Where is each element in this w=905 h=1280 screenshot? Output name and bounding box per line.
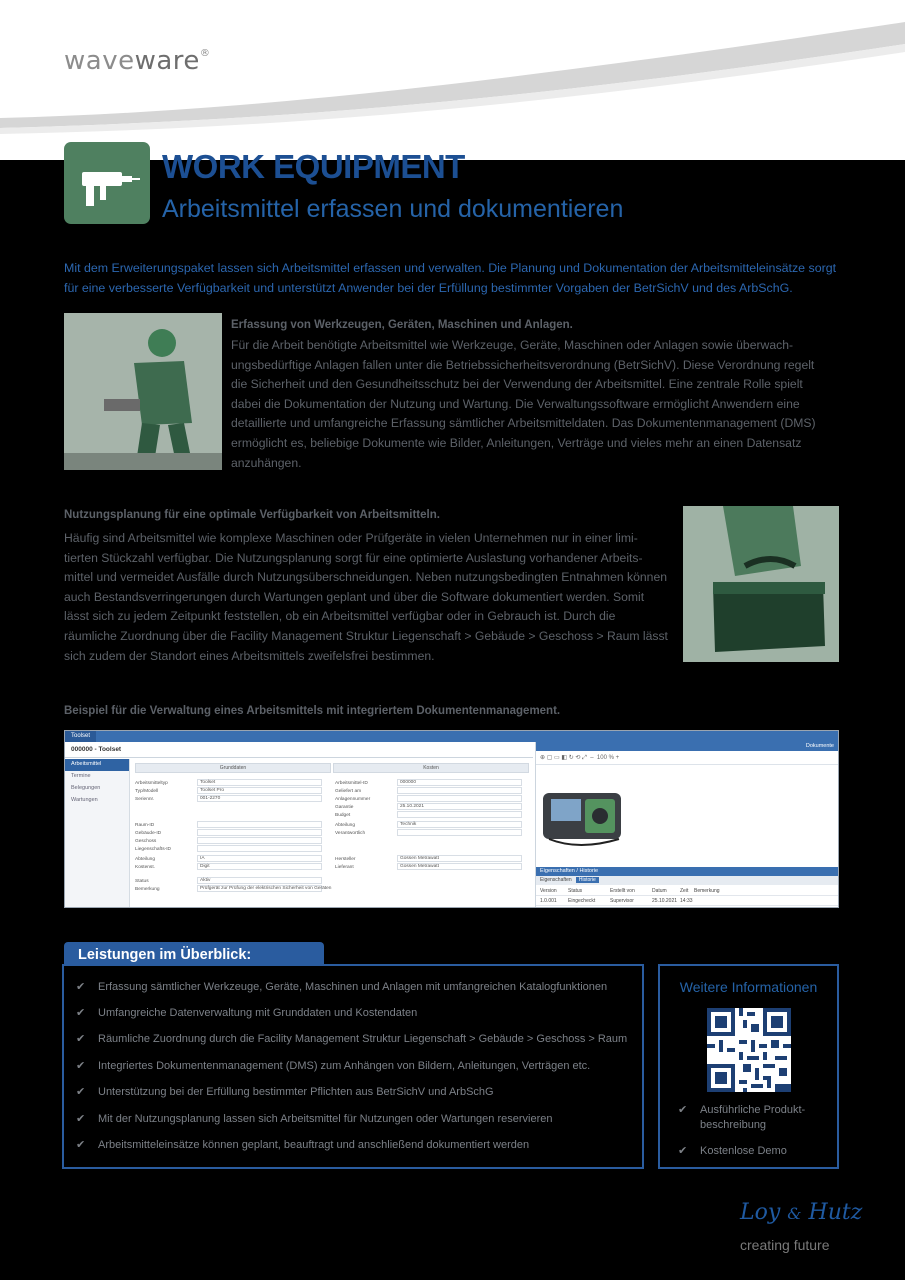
- info-link-product-description[interactable]: ✔ Ausführliche Produkt-beschreibung: [678, 1104, 806, 1131]
- drill-icon: [64, 142, 150, 224]
- ss-form-row[interactable]: Geliefert am: [335, 787, 522, 795]
- check-icon: ✔: [76, 1007, 86, 1019]
- page-subtitle: Arbeitsmittel erfassen und dokumentieren: [162, 195, 624, 223]
- ss-sidebar-item[interactable]: Belegungen: [71, 785, 101, 791]
- list-item: ✔ Mit der Nutzungsplanung lassen sich Arbeitsmittel für Nutzungen oder Wartungen reservieren: [76, 1113, 553, 1125]
- ss-form-row[interactable]: Abteilung IA: [135, 855, 322, 863]
- header-band: [0, 0, 905, 160]
- list-item: ✔ Räumliche Zuordnung durch die Facility Management Struktur Liegenschaft > Gebäude > Geschoss > Raum: [76, 1033, 628, 1045]
- ss-form-row[interactable]: Verantwortlich: [335, 829, 522, 837]
- ss-form-row[interactable]: Kostenst. Digit: [135, 863, 322, 871]
- ss-dms-toolbar: ⊕ ▢ ▭ ◧ ↻ ⟲ ⤢ – 100 % +: [536, 751, 838, 765]
- ss-form-row[interactable]: Gebäude-ID: [135, 829, 322, 837]
- ss-form-row[interactable]: Raum-ID: [135, 821, 322, 829]
- list-item: ✔ Erfassung sämtlicher Werkzeuge, Geräte, Maschinen und Anlagen mit umfangreichen Katalogfunktionen: [76, 981, 608, 993]
- ss-tab-toolset[interactable]: Toolset: [65, 731, 96, 742]
- section2-body: Häufig sind Arbeitsmittel wie komplexe Maschinen oder Prüfgeräte in vielen Unternehmen nur in einer limi-tierten Stückzahl verfügbar. Die Nutzungsplanung sorgt für eine optimierte Auslastung vorhandener Arbeits-mittel und vermeidet Ausfälle durch Nutzungsüberschneidungen. Neben nutzungsbedingten Entnahmen können auch Bestandsverringerungen durch Wartungen geplant und über die Software dokumentiert werden. Somit lässt sich zu jedem Zeitpunkt feststellen, ob ein Arbeitsmittel verfügbar oder in Gebrauch ist. Durch die räumliche Zuordnung über die Facility Management Struktur Liegenschaft > Gebäude > Geschoss > Raum lässt sich zudem der Standort eines Arbeitsmittels zweifelsfrei bestimmen.: [64, 531, 668, 663]
- ss-sidebar-item[interactable]: Arbeitsmittel: [65, 759, 129, 771]
- check-icon: ✔: [76, 1033, 86, 1045]
- ss-form-row[interactable]: Hersteller Gossen Metrawatt: [335, 855, 522, 863]
- table-row[interactable]: 1.0.001 Eingecheckt Supervisor 25.10.2021 14:33: [536, 896, 839, 906]
- ss-col-grunddaten: Grunddaten: [135, 763, 331, 773]
- ss-dms-panel: [535, 742, 838, 907]
- list-item: ✔ Arbeitsmitteleinsätze können geplant, beauftragt und anschließend dokumentiert werden: [76, 1139, 530, 1151]
- info-box: [658, 964, 839, 1169]
- page-title: WORK EQUIPMENT: [162, 148, 465, 185]
- section1-heading: Erfassung von Werkzeugen, Geräten, Maschinen und Anlagen.: [231, 319, 573, 331]
- list-item: ✔ Unterstützung bei der Erfüllung bestimmter Pflichten aus BetrSichV und ArbSchG: [76, 1086, 494, 1098]
- check-icon: ✔: [76, 1113, 86, 1125]
- worker-photo: [64, 313, 222, 470]
- ss-zoom[interactable]: 100 %: [596, 755, 614, 761]
- info-title: Weitere Informationen: [679, 979, 818, 995]
- benefits-box: [62, 964, 644, 1169]
- list-item: ✔ Umfangreiche Datenverwaltung mit Grunddaten und Kostendaten: [76, 1007, 418, 1019]
- ss-record-title: 000000 - Toolset: [65, 742, 533, 758]
- ss-form-row[interactable]: Anlagennummer: [335, 795, 522, 803]
- ss-col-kosten: Kosten: [333, 763, 529, 773]
- check-icon: ✔: [76, 1060, 86, 1072]
- ss-form-row[interactable]: Abteilung Technik: [335, 821, 522, 829]
- section2-heading: Nutzungsplanung für eine optimale Verfügbarkeit von Arbeitsmitteln.: [64, 509, 440, 521]
- list-item: ✔ Integriertes Dokumentenmanagement (DMS) zum Anhängen von Bildern, Anleitungen, Verträgen etc.: [76, 1060, 591, 1072]
- toolbox-photo: [683, 506, 839, 662]
- ss-form-row[interactable]: Budget: [335, 811, 522, 819]
- ss-form-row[interactable]: Liegenschafts-ID: [135, 845, 322, 853]
- benefits-title: Leistungen im Überblick:: [64, 942, 324, 966]
- ss-dms-title: Dokumente: [536, 742, 838, 751]
- info-link-demo[interactable]: ✔ Kostenlose Demo: [678, 1145, 787, 1157]
- check-icon: ✔: [76, 1086, 86, 1098]
- ss-props-tabs: [536, 876, 839, 885]
- ss-form-row[interactable]: Lieferant Gossen Metrawatt: [335, 863, 522, 871]
- ss-form-row[interactable]: Seriennr. 001-2270: [135, 795, 322, 803]
- check-icon: ✔: [678, 1145, 688, 1157]
- check-icon: ✔: [76, 981, 86, 993]
- example-caption: Beispiel für die Verwaltung eines Arbeitsmittels mit integriertem Dokumentenmanagement.: [64, 705, 561, 717]
- ss-tabbar: [65, 731, 838, 742]
- ss-form: [135, 761, 531, 907]
- table-header: Version Status Erstellt von Datum Zeit Bemerkung: [536, 886, 839, 896]
- ss-form-row[interactable]: Bemerkung Prüfgerät zur Prüfung der elektrischen Sicherheit von Geräten: [135, 886, 332, 892]
- waveware-logo: waveware®: [64, 46, 211, 76]
- app-screenshot: [64, 730, 839, 908]
- section1-body: Für die Arbeit benötigte Arbeitsmittel wie Werkzeuge, Geräte, Maschinen oder Anlagen sowie überwach-ungsbedürftige Anlagen fallen unter die Betriebssicherheitsverordnung (BetrSichV). Diese Verordnung regelt die Sicherheit und den Gesundheitsschutz bei der Verwendung der Arbeitsmittel. Eine zentrale Rolle spielt dabei die Dokumentation der Nutzung und Wartung. Die Verwaltungssoftware ermöglicht Anwendern eine detaillierte und umfangreiche Erfassung sämtlicher Arbeitsmitteldaten. Das Dokumentenmanagement (DMS) ermöglicht es, beliebige Dokumente wie Bilder, Anleitungen, Verträge und vieles mehr an einen Datensatz anzuhängen.: [231, 338, 816, 470]
- ss-tester-device-image: [539, 767, 625, 855]
- ss-form-row[interactable]: Geschoss: [135, 837, 322, 845]
- swoosh-graphic: [0, 0, 905, 160]
- ss-sidebar-item[interactable]: Termine: [71, 773, 91, 779]
- tagline: creating future: [740, 1237, 830, 1253]
- ss-form-row[interactable]: Garantie 25.10.2021: [335, 803, 522, 811]
- ss-toolbar-icons[interactable]: ⊕ ▢ ▭ ◧ ↻ ⟲ ⤢ –: [540, 755, 596, 761]
- qr-code-icon[interactable]: [707, 1008, 791, 1092]
- check-icon: ✔: [76, 1139, 86, 1151]
- ss-form-row[interactable]: Arbeitsmittel-ID 000000: [335, 779, 522, 787]
- ss-props-title: Eigenschaften / Historie: [536, 867, 839, 876]
- ss-props-tab[interactable]: Historie: [576, 877, 599, 883]
- ss-sidebar-item[interactable]: Wartungen: [71, 797, 98, 803]
- ss-history-table: [536, 886, 839, 906]
- ss-props-tab[interactable]: Eigenschaften: [540, 877, 572, 883]
- ss-form-row[interactable]: Typ/Modell Toolset Pro: [135, 787, 322, 795]
- ss-form-row[interactable]: Status Aktiv: [135, 877, 322, 885]
- ss-sidebar: [65, 759, 130, 908]
- check-icon: ✔: [678, 1104, 688, 1116]
- loy-hutz-logo: Loy & Hutz: [740, 1200, 863, 1225]
- intro-text: Mit dem Erweiterungspaket lassen sich Arbeitsmittel erfassen und verwalten. Die Planung und Dokumentation der Arbeitsmitteleinsätze sorgt für eine verbesserte Verfügbarkeit und unterstützt Anwender bei der Erfüllung bestimmter Vorgaben der BetrSichV und des ArbSchG.: [64, 261, 837, 295]
- ss-form-row[interactable]: Arbeitsmitteltyp Toolset: [135, 779, 322, 787]
